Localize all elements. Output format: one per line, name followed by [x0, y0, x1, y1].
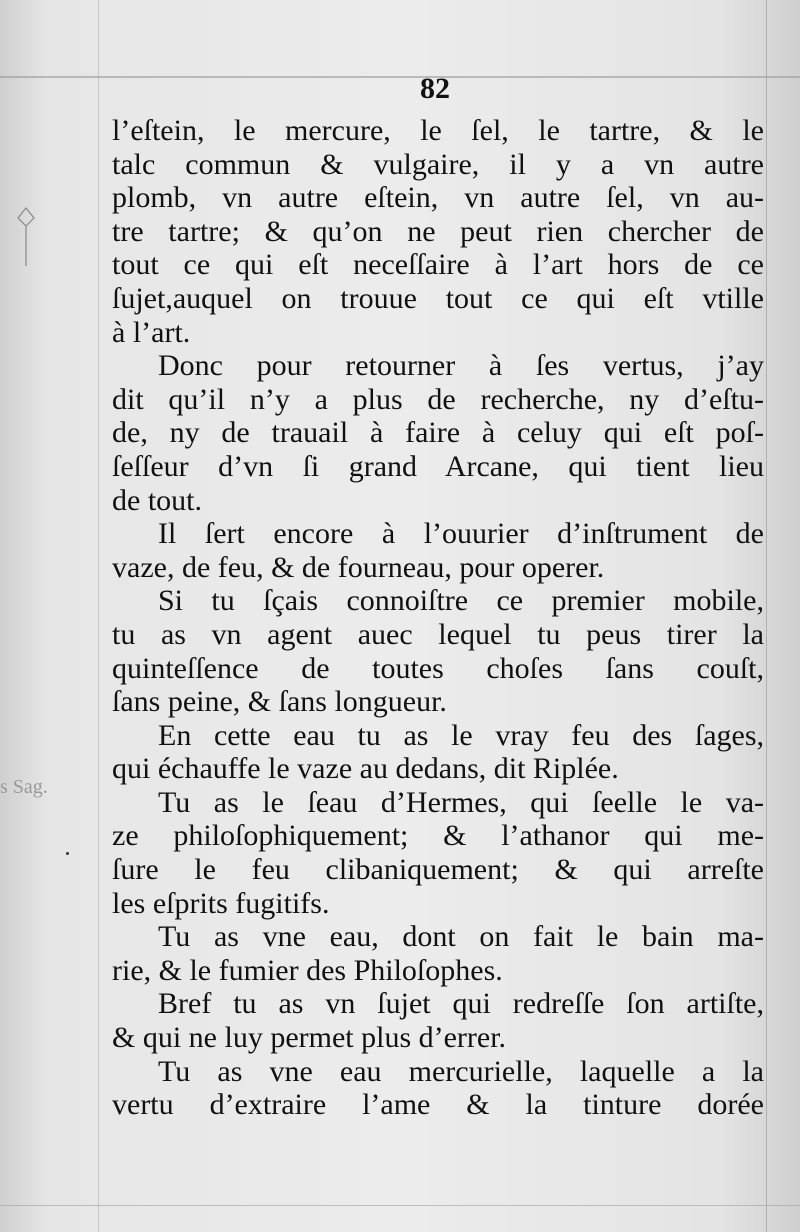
body-text [112, 114, 764, 1122]
text-line: plomb, vn autre eſtein, vn autre ſel, vn au- [112, 181, 764, 215]
text-line: qui échauffe le vaze au dedans, dit Riplée. [112, 752, 619, 786]
margin-pen-mark-icon [14, 206, 38, 272]
text-line: talc commun & vulgaire, il y a vn autre [112, 147, 764, 181]
text-line: ſans peine, & ſans longueur. [112, 685, 447, 719]
text-line: Si tu ſçais connoiſtre ce premier mobile, [158, 584, 764, 618]
text-line: vertu d’extraire l’ame & la tinture dorée [112, 1088, 764, 1122]
text-line: vaze, de feu, & de fourneau, pour operer. [112, 550, 605, 584]
text-line: Tu as vne eau mercurielle, laquelle a la [158, 1054, 764, 1088]
text-line: de, ny de trauail à faire à celuy qui eſt poſ- [112, 416, 764, 450]
text-line: Il ſert encore à l’ouurier d’inſtrument de [158, 517, 764, 551]
text-line: à l’art. [112, 315, 191, 349]
text-line: les eſprits fugitifs. [112, 886, 330, 920]
text-line: ſujet,auquel on trouue tout ce qui eſt vtille [112, 281, 764, 315]
text-line: En cette eau tu as le vray feu des ſages, [158, 718, 764, 752]
bottom-ruled-line [0, 1205, 800, 1206]
text-line: Tu as vne eau, dont on fait le bain ma- [158, 920, 764, 954]
text-line: l’eſtein, le mercure, le ſel, le tartre, & le [112, 114, 764, 147]
text-line: tu as vn agent auec lequel tu peus tirer la [112, 617, 764, 651]
page-number: 82 [420, 72, 450, 105]
text-line: Bref tu as vn ſujet qui redreſſe ſon artiſte, [158, 987, 764, 1021]
top-ruled-line [0, 76, 800, 78]
left-ruled-line [98, 0, 99, 1232]
margin-note: s Sag. [0, 776, 48, 798]
text-line: dit qu’il n’y a plus de recherche, ny d’eſtu- [112, 382, 764, 416]
text-line: tout ce qui eſt neceſſaire à l’art hors de ce [112, 248, 764, 282]
text-line: ſeſſeur d’vn ſi grand Arcane, qui tient lieu [112, 449, 764, 483]
text-line: Donc pour retourner à ſes vertus, j’ay [158, 349, 764, 383]
text-line: quinteſſence de toutes choſes ſans couſt, [112, 651, 764, 685]
text-line: ſure le feu clibaniquement; & qui arreſte [112, 853, 764, 887]
text-line: ze philoſophiquement; & l’athanor qui me- [112, 819, 764, 853]
text-line: Tu as le ſeau d’Hermes, qui ſeelle le va- [158, 785, 764, 819]
text-line: de tout. [112, 483, 202, 517]
text-line: rie, & le fumier des Philoſophes. [112, 953, 503, 987]
text-line: & qui ne luy permet plus d’errer. [112, 1021, 507, 1055]
ink-dot [66, 852, 69, 855]
text-line: tre tartre; & qu’on ne peut rien chercher de [112, 214, 764, 248]
right-ruled-line [766, 0, 767, 1232]
